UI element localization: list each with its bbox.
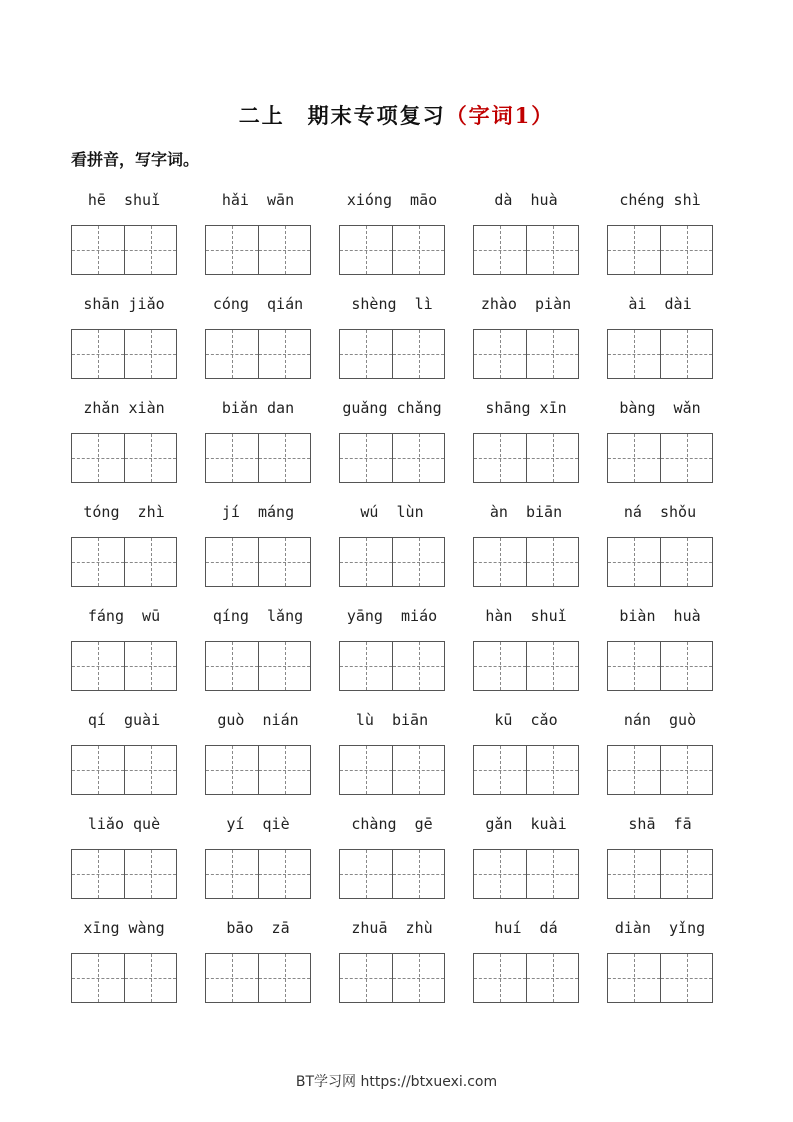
exercise-instruction: 看拼音，写字词。	[71, 150, 200, 169]
writing-cell[interactable]	[526, 642, 578, 690]
writing-cell[interactable]	[474, 330, 526, 378]
writing-cell[interactable]	[474, 850, 526, 898]
writing-cell[interactable]	[72, 642, 124, 690]
writing-cell[interactable]	[392, 226, 444, 274]
pinyin-label: qíng lǎng	[212, 607, 304, 625]
word-item	[205, 188, 311, 292]
tianzige-boxes	[205, 745, 311, 795]
pinyin-label: guò nián	[217, 711, 299, 729]
word-item	[473, 812, 579, 916]
writing-cell[interactable]	[660, 746, 712, 794]
writing-cell[interactable]	[608, 226, 660, 274]
word-item	[71, 812, 177, 916]
word-item	[205, 916, 311, 1020]
tianzige-boxes	[473, 225, 579, 275]
tianzige-boxes	[473, 537, 579, 587]
writing-cell[interactable]	[206, 642, 258, 690]
pinyin-label: ài dài	[628, 295, 692, 313]
tianzige-boxes	[71, 849, 177, 899]
writing-cell[interactable]	[124, 642, 176, 690]
word-item	[607, 604, 713, 708]
word-item	[71, 708, 177, 812]
tianzige-boxes	[205, 225, 311, 275]
pinyin-label: xīng wàng	[83, 919, 165, 937]
pinyin-label: nán guò	[623, 711, 697, 729]
word-item	[607, 396, 713, 500]
tianzige-boxes	[71, 433, 177, 483]
tianzige-boxes	[339, 329, 445, 379]
title-main: 二上 期末专项复习	[238, 103, 446, 128]
word-item	[473, 188, 579, 292]
writing-cell[interactable]	[474, 642, 526, 690]
tianzige-boxes	[607, 849, 713, 899]
writing-cell[interactable]	[72, 434, 124, 482]
pinyin-label: chàng gē	[351, 815, 433, 833]
writing-cell[interactable]	[392, 850, 444, 898]
word-item	[205, 396, 311, 500]
tianzige-boxes	[473, 329, 579, 379]
tianzige-boxes	[205, 329, 311, 379]
writing-cell[interactable]	[206, 954, 258, 1002]
writing-cell[interactable]	[660, 954, 712, 1002]
word-item	[205, 500, 311, 604]
writing-cell[interactable]	[258, 330, 310, 378]
tianzige-boxes	[205, 953, 311, 1003]
word-item	[71, 916, 177, 1020]
tianzige-boxes	[71, 225, 177, 275]
pinyin-label: shāng xīn	[485, 399, 567, 417]
writing-cell[interactable]	[206, 538, 258, 586]
writing-cell[interactable]	[608, 538, 660, 586]
writing-cell[interactable]	[474, 538, 526, 586]
pinyin-label: yí qiè	[226, 815, 290, 833]
tianzige-boxes	[339, 953, 445, 1003]
writing-cell[interactable]	[258, 850, 310, 898]
tianzige-boxes	[607, 953, 713, 1003]
pinyin-label: liǎo què	[87, 815, 161, 833]
writing-cell[interactable]	[526, 746, 578, 794]
pinyin-label: cóng qián	[212, 295, 304, 313]
pinyin-label: zhào piàn	[480, 295, 572, 313]
word-item	[205, 708, 311, 812]
writing-cell[interactable]	[206, 226, 258, 274]
tianzige-boxes	[339, 433, 445, 483]
word-item	[339, 500, 445, 604]
writing-cell[interactable]	[526, 330, 578, 378]
tianzige-boxes	[205, 537, 311, 587]
pinyin-label: biàn huà	[619, 607, 701, 625]
pinyin-label: shèng lì	[351, 295, 433, 313]
pinyin-label: zhuā zhù	[351, 919, 433, 937]
pinyin-label: hàn shuǐ	[485, 607, 567, 625]
footer-watermark: BT学习网 https://btxuexi.com	[295, 1074, 498, 1090]
pinyin-label: shā fā	[628, 815, 692, 833]
word-item	[339, 188, 445, 292]
writing-cell[interactable]	[340, 746, 392, 794]
pinyin-label: wú lùn	[360, 503, 424, 521]
pinyin-label: biǎn dan	[221, 399, 295, 417]
tianzige-boxes	[473, 953, 579, 1003]
pinyin-label: zhǎn xiàn	[83, 399, 165, 417]
word-item	[607, 188, 713, 292]
writing-cell[interactable]	[660, 226, 712, 274]
word-item	[339, 812, 445, 916]
writing-cell[interactable]	[72, 538, 124, 586]
writing-cell[interactable]	[660, 330, 712, 378]
tianzige-boxes	[607, 329, 713, 379]
writing-cell[interactable]	[340, 538, 392, 586]
writing-cell[interactable]	[608, 746, 660, 794]
writing-cell[interactable]	[258, 642, 310, 690]
tianzige-boxes	[71, 745, 177, 795]
tianzige-boxes	[339, 537, 445, 587]
writing-cell[interactable]	[474, 434, 526, 482]
tianzige-boxes	[473, 433, 579, 483]
writing-cell[interactable]	[392, 330, 444, 378]
word-item	[71, 188, 177, 292]
word-item	[607, 708, 713, 812]
writing-cell[interactable]	[258, 954, 310, 1002]
pinyin-label: shān jiǎo	[83, 295, 165, 313]
tianzige-boxes	[205, 433, 311, 483]
writing-cell[interactable]	[206, 746, 258, 794]
tianzige-boxes	[607, 537, 713, 587]
tianzige-boxes	[71, 537, 177, 587]
writing-cell[interactable]	[124, 746, 176, 794]
writing-cell[interactable]	[258, 434, 310, 482]
writing-cell[interactable]	[526, 850, 578, 898]
pinyin-label: gǎn kuài	[485, 815, 567, 833]
writing-cell[interactable]	[72, 954, 124, 1002]
writing-cell[interactable]	[392, 642, 444, 690]
writing-cell[interactable]	[660, 538, 712, 586]
word-item	[339, 396, 445, 500]
writing-cell[interactable]	[124, 330, 176, 378]
word-item	[473, 916, 579, 1020]
pinyin-label: yāng miáo	[346, 607, 438, 625]
writing-cell[interactable]	[392, 954, 444, 1002]
writing-cell[interactable]	[526, 434, 578, 482]
tianzige-boxes	[205, 641, 311, 691]
pinyin-label: lù biān	[355, 711, 429, 729]
tianzige-boxes	[473, 745, 579, 795]
pinyin-label: chéng shì	[619, 191, 701, 209]
pinyin-label: tóng zhì	[83, 503, 165, 521]
tianzige-boxes	[473, 849, 579, 899]
word-item	[205, 812, 311, 916]
pinyin-label: fáng wū	[87, 607, 161, 625]
pinyin-label: guǎng chǎng	[342, 399, 442, 417]
word-item	[473, 604, 579, 708]
word-item	[339, 916, 445, 1020]
tianzige-boxes	[339, 641, 445, 691]
writing-cell[interactable]	[660, 642, 712, 690]
title-suffix: （字词1）	[445, 103, 555, 128]
word-item	[71, 292, 177, 396]
word-item	[205, 292, 311, 396]
writing-cell[interactable]	[72, 746, 124, 794]
tianzige-boxes	[607, 433, 713, 483]
writing-cell[interactable]	[72, 226, 124, 274]
pinyin-label: dà huà	[494, 191, 558, 209]
pinyin-label: àn biān	[489, 503, 563, 521]
writing-cell[interactable]	[526, 954, 578, 1002]
word-item	[71, 500, 177, 604]
writing-cell[interactable]	[608, 850, 660, 898]
writing-cell[interactable]	[340, 642, 392, 690]
pinyin-label: xióng māo	[346, 191, 438, 209]
word-item	[473, 708, 579, 812]
writing-cell[interactable]	[608, 330, 660, 378]
writing-cell[interactable]	[258, 538, 310, 586]
word-item	[607, 292, 713, 396]
writing-cell[interactable]	[660, 850, 712, 898]
word-item	[339, 604, 445, 708]
page-title	[0, 100, 793, 130]
writing-cell[interactable]	[124, 538, 176, 586]
pinyin-label: bàng wǎn	[619, 399, 701, 417]
writing-cell[interactable]	[124, 954, 176, 1002]
writing-cell[interactable]	[206, 850, 258, 898]
tianzige-boxes	[607, 225, 713, 275]
word-item	[71, 604, 177, 708]
pinyin-label: diàn yǐng	[614, 919, 706, 937]
writing-cell[interactable]	[340, 434, 392, 482]
writing-cell[interactable]	[124, 434, 176, 482]
writing-cell[interactable]	[340, 226, 392, 274]
pinyin-label: kū cǎo	[494, 711, 558, 729]
writing-cell[interactable]	[474, 226, 526, 274]
word-item	[473, 500, 579, 604]
tianzige-boxes	[339, 745, 445, 795]
writing-cell[interactable]	[526, 538, 578, 586]
word-item	[339, 708, 445, 812]
pinyin-label: jí máng	[221, 503, 295, 521]
tianzige-boxes	[339, 849, 445, 899]
writing-cell[interactable]	[72, 850, 124, 898]
writing-cell[interactable]	[474, 746, 526, 794]
tianzige-boxes	[71, 953, 177, 1003]
writing-cell[interactable]	[474, 954, 526, 1002]
pinyin-label: hē shuǐ	[87, 191, 161, 209]
writing-cell[interactable]	[72, 330, 124, 378]
pinyin-label: ná shǒu	[623, 503, 697, 521]
writing-cell[interactable]	[206, 330, 258, 378]
writing-cell[interactable]	[340, 954, 392, 1002]
exercise-grid	[71, 188, 713, 1020]
tianzige-boxes	[71, 641, 177, 691]
tianzige-boxes	[71, 329, 177, 379]
writing-cell[interactable]	[340, 330, 392, 378]
tianzige-boxes	[473, 641, 579, 691]
word-item	[71, 396, 177, 500]
word-item	[607, 916, 713, 1020]
writing-cell[interactable]	[392, 434, 444, 482]
writing-cell[interactable]	[608, 954, 660, 1002]
writing-cell[interactable]	[608, 642, 660, 690]
writing-cell[interactable]	[526, 226, 578, 274]
word-item	[339, 292, 445, 396]
tianzige-boxes	[339, 225, 445, 275]
word-item	[205, 604, 311, 708]
writing-cell[interactable]	[124, 226, 176, 274]
tianzige-boxes	[205, 849, 311, 899]
writing-cell[interactable]	[258, 226, 310, 274]
tianzige-boxes	[607, 641, 713, 691]
writing-cell[interactable]	[660, 434, 712, 482]
pinyin-label: bāo zā	[226, 919, 290, 937]
writing-cell[interactable]	[340, 850, 392, 898]
writing-cell[interactable]	[258, 746, 310, 794]
writing-cell[interactable]	[392, 746, 444, 794]
word-item	[473, 292, 579, 396]
writing-cell[interactable]	[392, 538, 444, 586]
pinyin-label: huí dá	[494, 919, 558, 937]
writing-cell[interactable]	[124, 850, 176, 898]
word-item	[607, 812, 713, 916]
pinyin-label: hǎi wān	[221, 191, 295, 209]
pinyin-label: qí guài	[87, 711, 161, 729]
writing-cell[interactable]	[608, 434, 660, 482]
writing-cell[interactable]	[206, 434, 258, 482]
word-item	[473, 396, 579, 500]
tianzige-boxes	[607, 745, 713, 795]
word-item	[607, 500, 713, 604]
